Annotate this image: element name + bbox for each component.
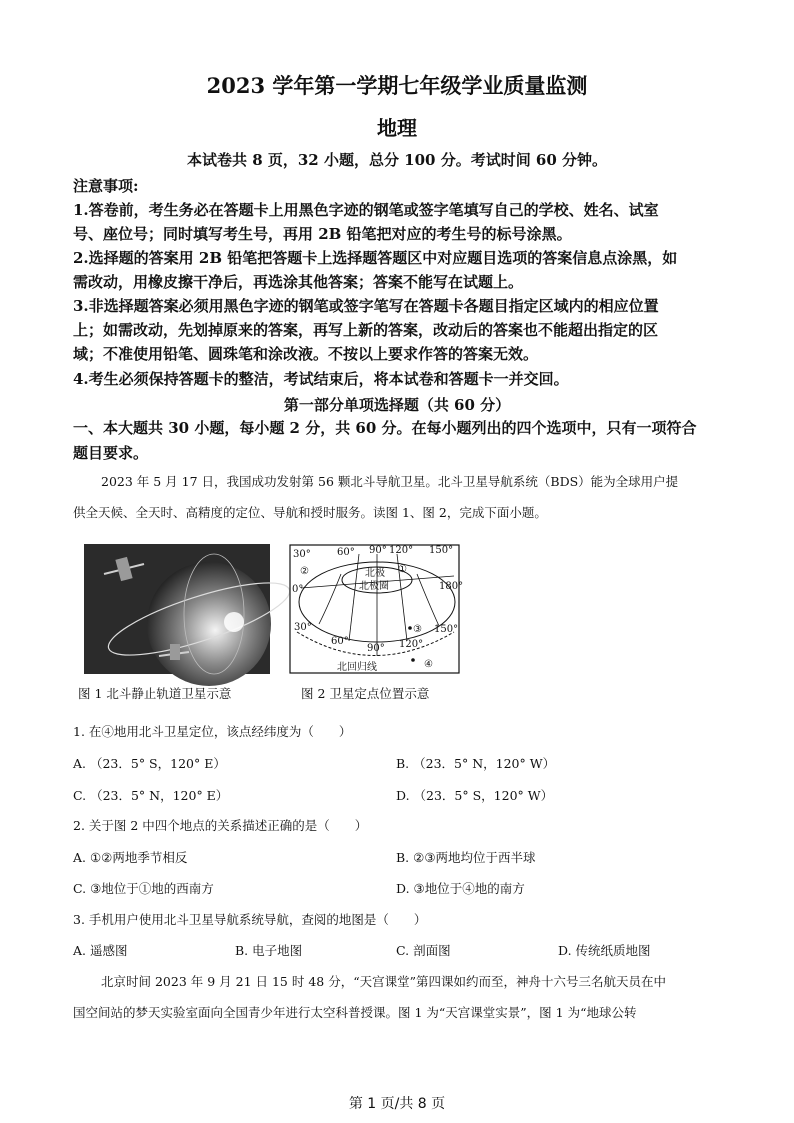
option-c[interactable]: C. （23．5° N，120° E） bbox=[73, 788, 229, 803]
notice-heading: 注意事项: bbox=[73, 177, 139, 195]
label-b120: 120° bbox=[399, 639, 424, 650]
polar-circle-label: 北极圈 bbox=[359, 581, 389, 592]
notice-line: 2.选择题的答案用 2B 铅笔把答题卡上选择题答题区中对应题目选项的答案信息点涂黑，如 bbox=[73, 249, 678, 267]
notice-line: 域；不准使用铅笔、圆珠笔和涂改液。不按以上要求作答的答案无效。 bbox=[73, 345, 539, 363]
label-90: 90° bbox=[369, 545, 387, 556]
passage-text: 北京时间 2023 年 9 月 21 日 15 时 48 分，“天宫课堂”第四课如约而至，神舟十六号三名航天员在中 bbox=[101, 974, 666, 989]
polar-projection-diagram bbox=[289, 544, 464, 674]
passage-text: 2023 年 5 月 17 日，我国成功发射第 56 颗北斗导航卫星。北斗卫星导航系统（BDS）能为全球用户提 bbox=[101, 474, 679, 489]
option-c[interactable]: C. ③地位于①地的西南方 bbox=[73, 881, 214, 896]
label-120: 120° bbox=[389, 545, 414, 556]
label-b90: 90° bbox=[367, 643, 385, 654]
part1-instruction: 题目要求。 bbox=[73, 444, 149, 462]
passage-text: 供全天候、全天时、高精度的定位、导航和授时服务。读图 1、图 2，完成下面小题。 bbox=[73, 505, 547, 520]
satellite-illustration bbox=[84, 544, 270, 674]
point-1: ① bbox=[398, 564, 407, 575]
option-a[interactable]: A. ①②两地季节相反 bbox=[73, 850, 188, 865]
option-d[interactable]: D. 传统纸质地图 bbox=[558, 943, 651, 958]
notice-line: 3.非选择题答案必须用黑色字迹的钢笔或签字笔写在答题卡各题目指定区域内的相应位置 bbox=[73, 297, 659, 315]
label-30: 30° bbox=[293, 549, 311, 560]
label-b150: 150° bbox=[434, 624, 459, 635]
option-b[interactable]: B. 电子地图 bbox=[235, 943, 303, 958]
figure-2-polar-map bbox=[289, 544, 464, 674]
question-stem: 2. 关于图 2 中四个地点的关系描述正确的是（ ） bbox=[73, 818, 368, 833]
notice-line: 上；如需改动，先划掉原来的答案，再写上新的答案，改动后的答案也不能超出指定的区 bbox=[73, 321, 659, 339]
notice-line: 号、座位号；同时填写考生号，再用 2B 铅笔把对应的考生号的标号涂黑。 bbox=[73, 225, 572, 243]
figure-1-satellite bbox=[84, 544, 270, 674]
option-d[interactable]: D. （23．5° S，120° W） bbox=[396, 788, 554, 803]
option-a[interactable]: A. 遥感图 bbox=[73, 943, 128, 958]
label-b60: 60° bbox=[331, 636, 349, 647]
label-60: 60° bbox=[337, 547, 355, 558]
question-stem: 1. 在④地用北斗卫星定位，该点经纬度为（ ） bbox=[73, 724, 352, 739]
label-0: 0° bbox=[292, 584, 304, 595]
exam-title: 2023 学年第一学期七年级学业质量监测 bbox=[206, 73, 588, 98]
paper-info: 本试卷共 8 页，32 小题，总分 100 分。考试时间 60 分钟。 bbox=[186, 151, 608, 169]
passage-text: 国空间站的梦天实验室面向全国青少年进行太空科普授课。图 1 为“天宫课堂实景”，图 1 为“地球公转 bbox=[73, 1005, 637, 1020]
north-pole-label: 北极 bbox=[365, 568, 385, 579]
option-c[interactable]: C. 剖面图 bbox=[396, 943, 451, 958]
part1-instruction: 一、本大题共 30 小题，每小题 2 分，共 60 分。在每小题列出的四个选项中，只有一项符合 bbox=[73, 419, 697, 437]
point-3: ③ bbox=[413, 624, 422, 635]
point-2: ② bbox=[300, 566, 309, 577]
option-d[interactable]: D. ③地位于④地的南方 bbox=[396, 881, 525, 896]
part1-heading: 第一部分单项选择题（共 60 分） bbox=[283, 396, 511, 414]
figure-2-caption: 图 2 卫星定点位置示意 bbox=[301, 686, 430, 701]
figure-1-caption: 图 1 北斗静止轨道卫星示意 bbox=[78, 686, 232, 701]
subject-title: 地理 bbox=[377, 116, 417, 140]
label-180: 180° bbox=[439, 581, 464, 592]
tropic-label: 北回归线 bbox=[337, 662, 377, 673]
option-b[interactable]: B. （23．5° N，120° W） bbox=[396, 756, 556, 771]
label-150: 150° bbox=[429, 545, 454, 556]
point-4: ④ bbox=[424, 659, 433, 670]
notice-line: 需改动，用橡皮擦干净后，再选涂其他答案；答案不能写在试题上。 bbox=[73, 273, 524, 291]
notice-line: 4.考生必须保持答题卡的整洁，考试结束后，将本试卷和答题卡一并交回。 bbox=[73, 370, 569, 388]
notice-line: 1.答卷前，考生务必在答题卡上用黑色字迹的钢笔或签字笔填写自己的学校、姓名、试室 bbox=[73, 201, 659, 219]
label-b30: 30° bbox=[294, 622, 312, 633]
question-stem: 3. 手机用户使用北斗卫星导航系统导航，查阅的地图是（ ） bbox=[73, 912, 427, 927]
option-b[interactable]: B. ②③两地均位于西半球 bbox=[396, 850, 536, 865]
option-a[interactable]: A. （23．5° S，120° E） bbox=[73, 756, 226, 771]
page-number: 第 1 页/共 8 页 bbox=[348, 1096, 446, 1112]
